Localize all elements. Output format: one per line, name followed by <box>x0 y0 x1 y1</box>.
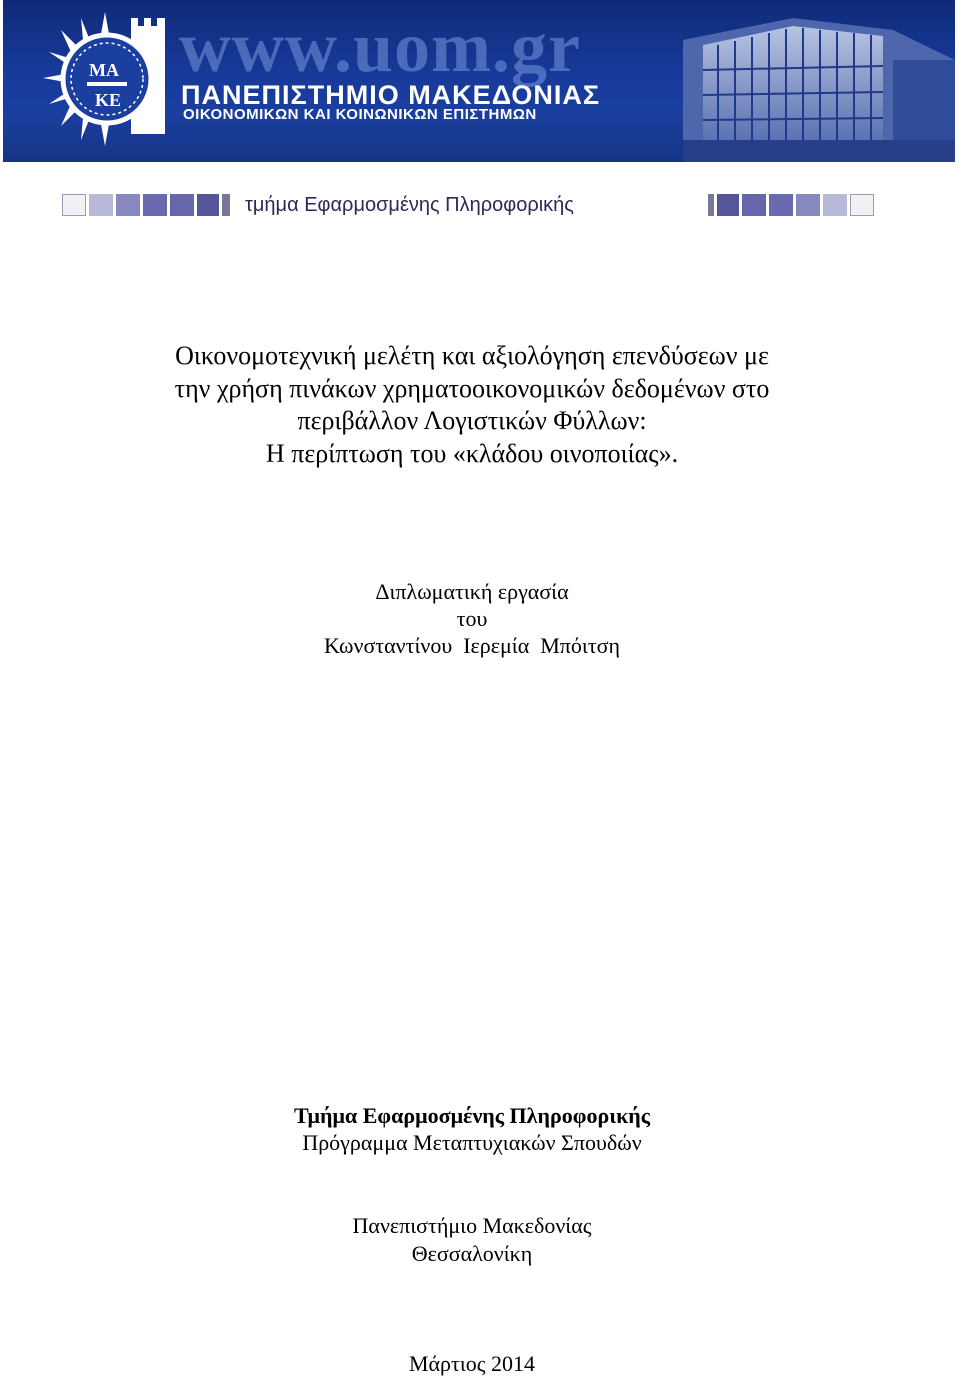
strip-square <box>796 194 820 216</box>
logo-letters-bottom: ΚΕ <box>95 90 122 110</box>
strip-square <box>170 194 194 216</box>
submission-date: Μάρτιος 2014 <box>408 1351 536 1376</box>
thesis-type: Διπλωματική εργασία <box>375 579 569 604</box>
strip-square <box>717 194 739 216</box>
strip-square <box>742 194 766 216</box>
department-block <box>0 1102 944 1156</box>
strip-square <box>197 194 219 216</box>
strip-square <box>222 194 230 216</box>
title-line: Οικονομοτεχνική μελέτη και αξιολόγηση επενδύσεων με <box>175 341 769 370</box>
strip-square <box>143 194 167 216</box>
strip-square <box>116 194 140 216</box>
strip-square <box>769 194 793 216</box>
university-subtitle: ΟΙΚΟΝΟΜΙΚΩΝ ΚΑΙ ΚΟΙΝΩΝΙΚΩΝ ΕΠΙΣΤΗΜΩΝ <box>183 106 537 123</box>
university-name-footer: Πανεπιστήμιο Μακεδονίας <box>352 1213 592 1238</box>
strip-square <box>62 194 86 216</box>
thesis-title <box>0 340 944 470</box>
university-block <box>0 1212 944 1267</box>
city-name: Θεσσαλονίκη <box>411 1240 533 1266</box>
program-name: Πρόγραμμα Μεταπτυχιακών Σπουδών <box>302 1130 642 1155</box>
university-logo-icon <box>43 12 173 147</box>
university-name: ΠΑΝΕΠΙΣΤΗΜΙΟ ΜΑΚΕΔΟΝΙΑΣ <box>181 80 601 110</box>
banner-watermark: www.uom.gr <box>179 7 581 87</box>
strip-square <box>850 194 874 216</box>
title-line: περιβάλλον Λογιστικών Φύλλων: <box>297 406 647 435</box>
author-block <box>0 578 944 659</box>
department-strip <box>62 192 874 218</box>
logo-letters-top: ΜΑ <box>89 60 119 80</box>
building-photo-icon <box>643 0 955 162</box>
strip-square <box>708 194 714 216</box>
strip-square <box>823 194 847 216</box>
title-line: Η περίπτωση του «κλάδου οινοποιίας». <box>265 438 679 468</box>
department-name: Τμήμα Εφαρμοσμένης Πληροφορικής <box>293 1103 651 1128</box>
strip-right-squares <box>586 194 874 216</box>
university-banner <box>3 0 955 162</box>
strip-square <box>89 194 113 216</box>
strip-department-label: τμήμα Εφαρμοσμένης Πληροφορικής <box>245 193 574 216</box>
author-name: Κωνσταντίνου Ιερεμία Μπόιτση <box>323 633 621 658</box>
author-preposition: του <box>456 606 488 631</box>
title-line: την χρήση πινάκων χρηματοοικονομικών δεδομένων στο <box>174 373 770 403</box>
